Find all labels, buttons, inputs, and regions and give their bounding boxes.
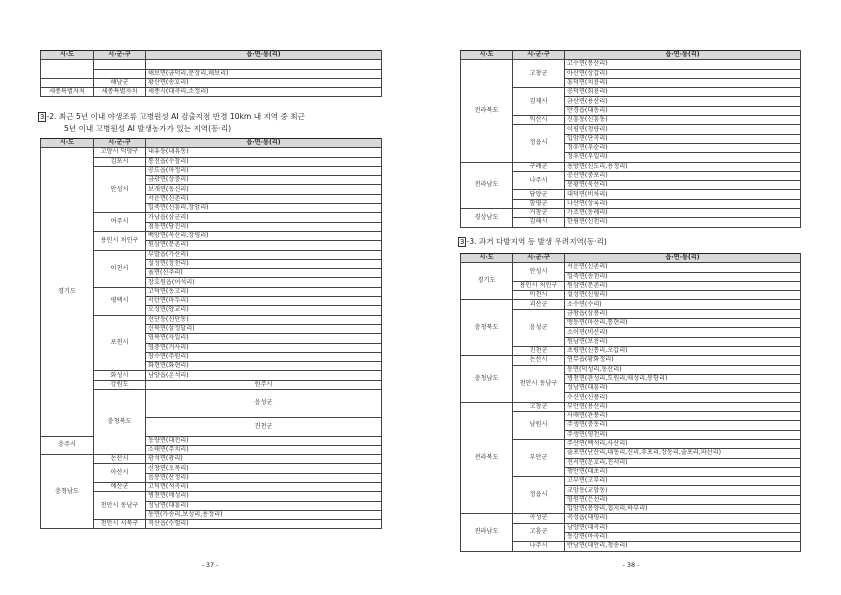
sigungu-cell: 화성시 — [94, 371, 146, 380]
eup-cell: 직산읍(수헐리) — [146, 520, 382, 529]
eup-cell: 남양읍(온석리) — [146, 371, 382, 380]
sigungu-cell: 논산시 — [513, 356, 565, 365]
sigungu-cell: 익산시 — [513, 116, 565, 125]
table-row — [461, 300, 801, 309]
sigungu-cell: 구례군 — [513, 162, 565, 171]
eup-cell: 가남읍(삼군리) — [146, 213, 382, 222]
eup-cell: 서운면(신촌리) — [565, 263, 801, 272]
section-title-3-2 — [38, 111, 388, 134]
sido-cell: 전라북도 — [461, 60, 513, 162]
eup-cell: 서탄면(마두리) — [146, 297, 382, 306]
header-sido: 시·도 — [41, 139, 94, 148]
eup-cell: 내유동(내유동) — [146, 148, 382, 157]
eup-cell: 설성면(신필리) — [565, 291, 801, 300]
section-title-3-3 — [458, 236, 808, 248]
sigungu-cell: 정읍시 — [513, 125, 565, 162]
eup-cell: 광석면(광리) — [146, 455, 382, 464]
eup-cell: 대덕면(비차리) — [565, 190, 801, 199]
table-row — [41, 88, 382, 97]
header-sido: 시·도 — [461, 254, 513, 263]
sigungu-cell: 용인시 처인구 — [513, 281, 565, 290]
eup-cell: 백암면(옥산리,장평리) — [146, 231, 382, 240]
sigungu-cell: 논산시 — [94, 455, 146, 464]
header-sido: 시·도 — [461, 51, 513, 60]
section-title-line1: -3. 과거 다발지역 등 발생 우려지역(동·리) — [466, 237, 607, 246]
eup-cell: 용방면(신도리,용정리) — [565, 162, 801, 171]
sigungu-cell: 천안시 동남구 — [513, 365, 565, 402]
sido-cell: 전라북도 — [461, 402, 513, 514]
eup-cell: 신창면(오목리) — [146, 464, 382, 473]
table-header — [41, 51, 382, 60]
sigungu-cell: 담양군 — [513, 190, 565, 199]
eup-cell — [146, 60, 382, 69]
sigungu-cell: 진천군 — [513, 346, 565, 355]
eup-cell: 고수면(봉산리) — [565, 60, 801, 69]
eup-cell: 교암동(교암동) — [565, 486, 801, 495]
sigungu-cell: 고흥군 — [513, 523, 565, 542]
sido-cell: 전라남도 — [461, 514, 513, 551]
table-header — [461, 51, 801, 60]
eup-cell: 반남면(대안리,청송리) — [565, 542, 801, 551]
eup-cell: 사매면(관풍리) — [565, 412, 801, 421]
table-3-2 — [40, 138, 382, 529]
sigungu-cell: 음성군 — [146, 390, 382, 418]
sigungu-cell: 이천시 — [94, 250, 146, 287]
sido-cell: 충청남도 — [461, 356, 513, 402]
eup-cell: 주생면(중동리) — [565, 421, 801, 430]
sigungu-cell: 함평군 — [513, 199, 565, 208]
eup-cell: 금왕읍(삼봉리) — [565, 309, 801, 318]
sigungu-cell: 고창군 — [513, 60, 565, 88]
sigungu-cell: 아산시 — [94, 464, 146, 483]
eup-cell: 곡성읍(대평리) — [565, 514, 801, 523]
header-sigungu: 시·군·구 — [94, 51, 146, 60]
eup-cell: 부발읍(가산리) — [146, 250, 382, 259]
eup-cell: 고부면(고부리) — [565, 477, 801, 486]
eup-cell: 고덕면(동고리) — [146, 287, 382, 296]
section-title-line2: 5년 이내 고병원성 AI 발생농가가 있는 지역(동·리) — [64, 124, 232, 133]
sigungu-cell: 원주시 — [146, 380, 382, 389]
eup-cell: 만경읍(대동리) — [565, 106, 801, 115]
eup-cell: 병천면(매성리) — [146, 492, 382, 501]
eup-cell: 공덕면(회룡리) — [565, 88, 801, 97]
header-eup: 읍·면·동(리) — [565, 254, 801, 263]
sido-cell: 경기도 — [461, 263, 513, 300]
sigungu-cell: 김제시 — [513, 88, 565, 116]
header-sido: 시·도 — [41, 51, 94, 60]
page-number-38: - 38 - — [622, 561, 640, 569]
sido-cell: 경상남도 — [461, 209, 513, 228]
eup-cell: 연무읍(황화정리) — [565, 356, 801, 365]
sido-cell — [41, 78, 94, 87]
table-row — [41, 78, 382, 87]
continuation-table-right — [460, 50, 801, 228]
sigungu-cell: 진천군 — [146, 417, 382, 436]
sigungu-cell: 거창군 — [513, 209, 565, 218]
eup-cell: 원남면(보룡리) — [565, 337, 801, 346]
eup-cell: 일죽면(송천리) — [565, 272, 801, 281]
sigungu-cell: 세종특별자치 — [94, 88, 146, 97]
sigungu-cell: 천안시 서북구 — [94, 520, 146, 529]
sido-cell: 충청북도 — [461, 300, 513, 356]
sigungu-cell: 여주시 — [94, 213, 146, 232]
sigungu-cell: 나주시 — [513, 542, 565, 551]
sido-cell: 충청남도 — [41, 455, 94, 529]
eup-cell: 원삼면(문촌리) — [146, 241, 382, 250]
eup-cell: 소태면(주치리) — [146, 445, 382, 454]
header-eup: 읍·면·동(리) — [565, 51, 801, 60]
sigungu-cell: 포천시 — [94, 315, 146, 371]
sigungu-cell: 충주시 — [41, 436, 94, 455]
sigungu-cell: 예산군 — [94, 482, 146, 491]
sigungu-cell: 김해시 — [513, 218, 565, 227]
table-row — [461, 402, 801, 411]
eup-cell: 이평면(청량리) — [565, 125, 801, 134]
sigungu-cell: 남원시 — [513, 412, 565, 440]
eup-cell: 주생면(영천리) — [565, 430, 801, 439]
eup-cell: 선단동(선단동) — [146, 315, 382, 324]
eup-cell: 영북면(자일리) — [146, 334, 382, 343]
sigungu-cell: 정읍시 — [513, 477, 565, 514]
sigungu-cell: 음성군 — [513, 309, 565, 346]
sido-cell: 충청북도 — [94, 390, 146, 455]
sigungu-cell: 용인시 처인구 — [94, 231, 146, 250]
table-header — [41, 139, 382, 148]
sigungu-cell: 곡성군 — [513, 514, 565, 523]
eup-cell: 금광면(상중리) — [146, 176, 382, 185]
eup-cell: 공산면(중포리) — [565, 171, 801, 180]
header-eup: 읍·면·동(리) — [146, 139, 382, 148]
section-number: 3 — [460, 238, 465, 246]
eup-cell: 공도읍(마정리) — [146, 166, 382, 175]
table-row — [41, 436, 382, 445]
table-row — [41, 455, 382, 464]
eup-cell: 점동면(당진리) — [146, 222, 382, 231]
sido-cell — [41, 60, 94, 79]
eup-cell: 고덕면(석곡리) — [146, 482, 382, 491]
eup-cell: 남양면(대곡리) — [565, 523, 801, 532]
header-sigungu: 시·군·구 — [513, 254, 565, 263]
page-number-37: - 37 - — [201, 561, 219, 569]
sigungu-cell: 평택시 — [94, 287, 146, 315]
table-row — [461, 209, 801, 218]
sigungu-cell — [94, 60, 146, 69]
eup-cell: 동강면(마곡리) — [565, 532, 801, 541]
eup-cell: 소수면(수리) — [565, 300, 801, 309]
eup-cell: 정우면(우일리) — [565, 153, 801, 162]
sigungu-cell: 부안군 — [513, 439, 565, 476]
table-row — [41, 60, 382, 69]
sigungu-cell: 안성시 — [94, 166, 146, 212]
eup-cell: 진서면(운호리,진서리) — [565, 458, 801, 467]
eup-cell: 통진읍(수참리) — [146, 157, 382, 166]
sido-cell: 전라남도 — [461, 162, 513, 208]
eup-cell: 화현면(화현리) — [146, 362, 382, 371]
sigungu-cell: 고양시 덕양구 — [94, 148, 146, 157]
eup-cell: 수신면(신풍리) — [565, 393, 801, 402]
eup-cell: 신북면(삼정달리) — [146, 324, 382, 333]
eup-cell: 줄포면(난산리,대동리,신리,우포리,장동리,줄포리,파산리) — [565, 449, 801, 458]
eup-cell: 음봉면(산정리) — [146, 473, 382, 482]
eup-cell: 흥덕면(치룡리) — [565, 78, 801, 87]
eup-cell: 맹동면(마산리,통현리) — [565, 319, 801, 328]
eup-cell: 입암면(단곡리) — [565, 134, 801, 143]
sido-cell: 강원도 — [94, 380, 146, 389]
eup-cell: 영중면(거사리) — [146, 343, 382, 352]
eup-cell: 금산면(용산리) — [565, 97, 801, 106]
eup-cell: 동량면(대전리) — [146, 436, 382, 445]
eup-cell: 신흥동(신흥동) — [565, 116, 801, 125]
eup-cell: 아산면(상갑리) — [565, 69, 801, 78]
eup-cell: 성남면(대흥리) — [146, 501, 382, 510]
eup-cell: 부안면(용산리) — [565, 402, 801, 411]
eup-cell: 가조면(동례리) — [565, 209, 801, 218]
table-row — [461, 162, 801, 171]
eup-cell: 정우면(우순리) — [565, 143, 801, 152]
table-3-3 — [460, 253, 801, 552]
eup-cell: 해보면(금덕리,문장리,해보리) — [146, 69, 382, 78]
left-page — [0, 0, 420, 595]
right-page — [421, 0, 841, 595]
eup-cell: 황산면(송호리) — [146, 78, 382, 87]
sigungu-cell: 해남군 — [94, 78, 146, 87]
eup-cell: 창수면(주원리) — [146, 352, 382, 361]
eup-cell: 초평면(신통리,오갑리) — [565, 346, 801, 355]
eup-cell: 성남면(대흥리) — [565, 384, 801, 393]
section-number: 3 — [40, 113, 45, 121]
eup-cell: 나산면(상록리) — [565, 199, 801, 208]
eup-cell: 병천면(관성리,도원리,매성리,봉항리) — [565, 374, 801, 383]
sigungu-cell: 고창군 — [513, 402, 565, 411]
eup-cell: 동면(덕성리,동산리) — [565, 365, 801, 374]
eup-cell: 오성면(양교리) — [146, 306, 382, 315]
eup-cell: 동면(가송리,보성리,용정리) — [146, 510, 382, 519]
eup-cell: 설성면(장천리) — [146, 259, 382, 268]
table-row — [41, 148, 382, 157]
sigungu-cell: 천안시 동남구 — [94, 492, 146, 520]
eup-cell: 주산면(백석리,사산리) — [565, 439, 801, 448]
eup-cell: 행안면(대초리) — [565, 467, 801, 476]
table-row — [461, 60, 801, 69]
eup-cell: 세종시(대곡리,소정리) — [146, 88, 382, 97]
eup-cell: 봉황면(욱산리) — [565, 181, 801, 190]
eup-cell: 장호원읍(어석리) — [146, 278, 382, 287]
sigungu-cell: 이천시 — [513, 291, 565, 300]
eup-cell: 입암면(봉양리,접지리,하부리) — [565, 505, 801, 514]
eup-cell: 율면(신추리) — [146, 269, 382, 278]
sigungu-cell: 김포시 — [94, 157, 146, 166]
sido-cell: 세종특별자치 — [41, 88, 94, 97]
eup-cell: 한림면(신천리) — [565, 218, 801, 227]
eup-cell: 원삼면(문촌리) — [565, 281, 801, 290]
sigungu-cell: 괴산군 — [513, 300, 565, 309]
eup-cell: 일죽면(신흥리,장암리) — [146, 204, 382, 213]
table-row — [461, 356, 801, 365]
eup-cell: 영원면(은선리) — [565, 495, 801, 504]
table-row — [461, 514, 801, 523]
sido-cell: 경기도 — [41, 148, 94, 436]
table-header — [461, 254, 801, 263]
header-sigungu: 시·군·구 — [94, 139, 146, 148]
continuation-table — [40, 50, 382, 97]
table-row — [461, 263, 801, 272]
sigungu-cell — [94, 69, 146, 78]
eup-cell: 보개면(동신리) — [146, 185, 382, 194]
sigungu-cell: 안성시 — [513, 263, 565, 282]
section-title-line1: -2. 최근 5년 이내 야생조류 고병원성 AI 검출지점 반경 10km 내 지역 중 최근 — [46, 112, 305, 121]
eup-cell: 서운면(신촌리) — [146, 194, 382, 203]
header-eup: 읍·면·동(리) — [146, 51, 382, 60]
sigungu-cell: 나주시 — [513, 171, 565, 190]
header-sigungu: 시·군·구 — [513, 51, 565, 60]
eup-cell: 소이면(비산리) — [565, 328, 801, 337]
